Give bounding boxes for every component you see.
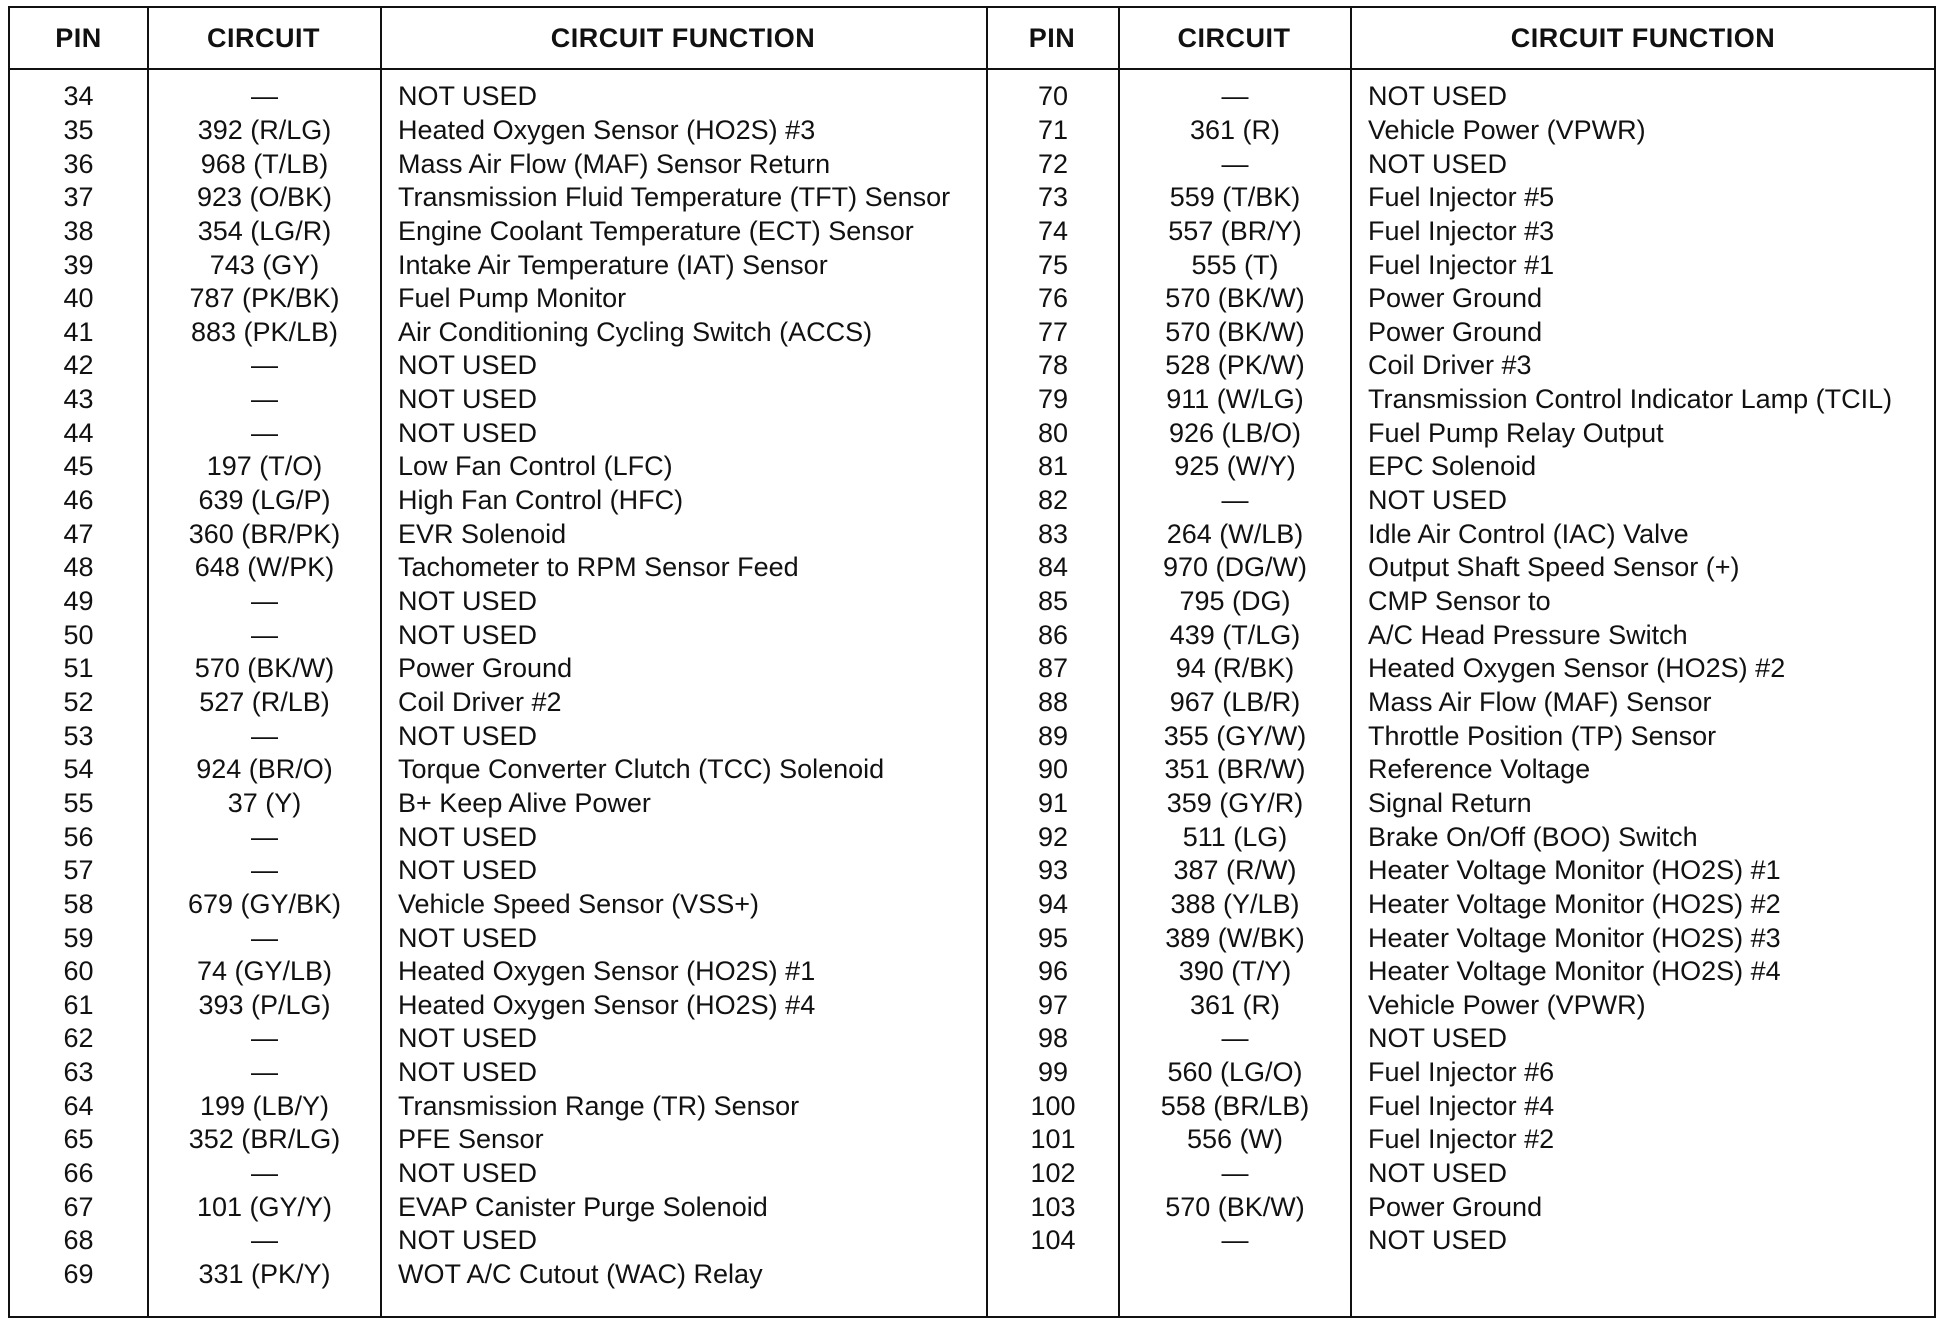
circuit-cell: 926 (LB/O) bbox=[1168, 417, 1302, 448]
circuit-cell: 387 (R/W) bbox=[1173, 855, 1297, 886]
function-cell: Power Ground bbox=[1368, 316, 1543, 347]
function-cell: PFE Sensor bbox=[398, 1124, 544, 1155]
pin-cell: 104 bbox=[1030, 1225, 1076, 1256]
circuit-cell: 555 (T) bbox=[1191, 249, 1279, 280]
circuit-cell: — bbox=[251, 1158, 278, 1189]
pin-cell: 78 bbox=[1037, 350, 1069, 381]
pin-cell: 38 bbox=[63, 215, 94, 246]
pin-cell: 98 bbox=[1037, 1023, 1069, 1054]
pin-cell: 85 bbox=[1037, 586, 1069, 617]
table-row bbox=[10, 417, 1936, 451]
header-circuit-left: CIRCUIT bbox=[207, 22, 320, 53]
pin-cell: 101 bbox=[1030, 1124, 1076, 1155]
function-cell: Heated Oxygen Sensor (HO2S) #2 bbox=[1368, 653, 1786, 684]
pin-cell: 64 bbox=[63, 1090, 94, 1121]
circuit-cell: 359 (GY/R) bbox=[1166, 787, 1304, 818]
circuit-cell: 558 (BR/LB) bbox=[1160, 1090, 1310, 1121]
header-circuit-right: CIRCUIT bbox=[1177, 22, 1291, 53]
function-cell: Heater Voltage Monitor (HO2S) #3 bbox=[1368, 922, 1781, 953]
header-pin-left: PIN bbox=[55, 22, 102, 53]
function-cell: NOT USED bbox=[1368, 1225, 1508, 1256]
circuit-cell: 967 (LB/R) bbox=[1169, 686, 1301, 717]
circuit-cell: 388 (Y/LB) bbox=[1170, 888, 1300, 919]
function-cell: Fuel Injector #2 bbox=[1368, 1124, 1555, 1155]
function-cell: EVR Solenoid bbox=[398, 518, 567, 549]
circuit-cell: 101 (GY/Y) bbox=[196, 1191, 333, 1222]
circuit-cell: 570 (BK/W) bbox=[1165, 283, 1305, 314]
pin-cell: 62 bbox=[63, 1023, 94, 1054]
pin-cell: 93 bbox=[1037, 855, 1069, 886]
circuit-cell: 923 (O/BK) bbox=[196, 182, 333, 213]
pin-cell: 60 bbox=[63, 956, 94, 987]
function-cell: Vehicle Speed Sensor (VSS+) bbox=[398, 888, 759, 919]
table-row bbox=[10, 854, 1936, 888]
pin-cell: 53 bbox=[63, 720, 94, 751]
table-row bbox=[10, 383, 1936, 417]
function-cell: NOT USED bbox=[1368, 1158, 1508, 1189]
circuit-cell: — bbox=[251, 855, 278, 886]
pin-cell: 37 bbox=[63, 182, 94, 213]
circuit-cell: — bbox=[251, 922, 278, 953]
circuit-cell: 570 (BK/W) bbox=[1165, 316, 1305, 347]
header-function-left: CIRCUIT FUNCTION bbox=[550, 22, 816, 53]
pin-cell: 51 bbox=[63, 653, 94, 684]
circuit-cell: 743 (GY) bbox=[209, 249, 320, 280]
function-cell: Brake On/Off (BOO) Switch bbox=[1368, 821, 1698, 852]
circuit-cell: 392 (R/LG) bbox=[197, 114, 332, 145]
function-cell: NOT USED bbox=[398, 350, 538, 381]
function-cell: NOT USED bbox=[398, 586, 538, 617]
function-cell: NOT USED bbox=[398, 384, 538, 415]
circuit-cell: 559 (T/BK) bbox=[1169, 182, 1301, 213]
pin-cell: 83 bbox=[1037, 518, 1069, 549]
pin-cell: 92 bbox=[1037, 821, 1069, 852]
pin-cell: 103 bbox=[1030, 1191, 1076, 1222]
circuit-cell: 556 (W) bbox=[1186, 1124, 1284, 1155]
pin-cell: 56 bbox=[63, 821, 94, 852]
table-row bbox=[10, 1022, 1936, 1056]
pin-cell: 49 bbox=[63, 586, 94, 617]
function-cell: Heated Oxygen Sensor (HO2S) #4 bbox=[398, 989, 816, 1020]
pin-cell: 77 bbox=[1037, 316, 1069, 347]
circuit-cell: — bbox=[251, 81, 278, 112]
circuit-cell: 94 (R/BK) bbox=[1175, 653, 1295, 684]
function-cell: Power Ground bbox=[1368, 283, 1543, 314]
header-pin-right: PIN bbox=[1028, 22, 1076, 53]
circuit-cell: 37 (Y) bbox=[227, 787, 302, 818]
circuit-cell: 970 (DG/W) bbox=[1162, 552, 1308, 583]
pin-cell: 80 bbox=[1037, 417, 1069, 448]
pin-table bbox=[8, 6, 1936, 1318]
function-cell: Intake Air Temperature (IAT) Sensor bbox=[398, 249, 828, 280]
function-cell: Fuel Injector #3 bbox=[1368, 215, 1555, 246]
function-cell: NOT USED bbox=[1368, 81, 1508, 112]
table-row bbox=[10, 215, 1936, 249]
circuit-cell: 648 (W/PK) bbox=[194, 552, 335, 583]
function-cell: High Fan Control (HFC) bbox=[398, 485, 684, 516]
function-cell: EPC Solenoid bbox=[1368, 451, 1537, 482]
pin-cell: 61 bbox=[63, 989, 94, 1020]
circuit-cell: 511 (LG) bbox=[1182, 821, 1288, 852]
table-row bbox=[10, 652, 1936, 686]
pin-cell: 82 bbox=[1037, 485, 1069, 516]
circuit-cell: — bbox=[251, 720, 278, 751]
table-row bbox=[10, 1056, 1936, 1090]
table-row bbox=[10, 1123, 1936, 1157]
table-row bbox=[10, 585, 1936, 619]
pin-cell: 89 bbox=[1037, 720, 1069, 751]
function-cell: NOT USED bbox=[398, 720, 538, 751]
pin-cell: 100 bbox=[1030, 1090, 1076, 1121]
header-divider bbox=[10, 68, 1934, 70]
table-row bbox=[10, 248, 1936, 282]
pin-cell: 59 bbox=[63, 922, 94, 953]
circuit-cell: 639 (LG/P) bbox=[198, 485, 331, 516]
circuit-cell: 264 (W/LB) bbox=[1166, 518, 1304, 549]
table-row bbox=[10, 114, 1936, 148]
table-row bbox=[10, 147, 1936, 181]
circuit-cell: — bbox=[1221, 1158, 1249, 1189]
function-cell: A/C Head Pressure Switch bbox=[1368, 619, 1688, 650]
table-row bbox=[10, 989, 1936, 1023]
function-cell: NOT USED bbox=[398, 1057, 538, 1088]
pin-cell: 86 bbox=[1037, 619, 1069, 650]
pin-cell: 69 bbox=[63, 1259, 94, 1290]
circuit-cell: 331 (PK/Y) bbox=[198, 1259, 331, 1290]
circuit-cell: 393 (P/LG) bbox=[198, 989, 331, 1020]
table-row bbox=[10, 1224, 1936, 1258]
function-cell: Signal Return bbox=[1368, 787, 1532, 818]
circuit-cell: 361 (R) bbox=[1189, 114, 1281, 145]
function-cell: Transmission Fluid Temperature (TFT) Sensor bbox=[398, 182, 951, 213]
function-cell: Coil Driver #2 bbox=[398, 686, 562, 717]
pin-cell: 44 bbox=[63, 417, 94, 448]
circuit-cell: 557 (BR/Y) bbox=[1168, 215, 1302, 246]
function-cell: Heated Oxygen Sensor (HO2S) #3 bbox=[398, 114, 816, 145]
function-cell: NOT USED bbox=[398, 81, 538, 112]
function-cell: NOT USED bbox=[398, 821, 538, 852]
table-row bbox=[10, 80, 1936, 114]
circuit-cell: — bbox=[1221, 148, 1249, 179]
pin-cell: 70 bbox=[1037, 81, 1069, 112]
circuit-cell: — bbox=[1221, 1225, 1249, 1256]
pin-cell: 47 bbox=[63, 518, 94, 549]
table-row bbox=[10, 517, 1936, 551]
circuit-cell: 968 (T/LB) bbox=[200, 148, 329, 179]
pin-cell: 48 bbox=[63, 552, 94, 583]
pin-cell: 91 bbox=[1037, 787, 1069, 818]
function-cell: NOT USED bbox=[398, 1225, 538, 1256]
circuit-cell: 389 (W/BK) bbox=[1165, 922, 1305, 953]
circuit-cell: — bbox=[251, 586, 278, 617]
circuit-cell: 679 (GY/BK) bbox=[187, 888, 342, 919]
table-row bbox=[10, 316, 1936, 350]
table-row bbox=[10, 686, 1936, 720]
pin-cell: 57 bbox=[63, 855, 94, 886]
function-cell: Mass Air Flow (MAF) Sensor Return bbox=[398, 148, 831, 179]
pin-cell: 81 bbox=[1037, 451, 1069, 482]
table-row bbox=[10, 1190, 1936, 1224]
function-cell: Fuel Injector #5 bbox=[1368, 182, 1555, 213]
function-cell: NOT USED bbox=[1368, 1023, 1508, 1054]
circuit-cell: 883 (PK/LB) bbox=[190, 316, 339, 347]
function-cell: NOT USED bbox=[398, 922, 538, 953]
function-cell: Mass Air Flow (MAF) Sensor bbox=[1368, 686, 1712, 717]
pin-cell: 75 bbox=[1037, 249, 1069, 280]
table-row bbox=[10, 618, 1936, 652]
function-cell: Coil Driver #3 bbox=[1368, 350, 1532, 381]
circuit-cell: — bbox=[1221, 1023, 1249, 1054]
pin-cell: 68 bbox=[63, 1225, 94, 1256]
pin-cell: 96 bbox=[1037, 956, 1069, 987]
function-cell: Fuel Pump Monitor bbox=[398, 283, 627, 314]
function-cell: Reference Voltage bbox=[1368, 754, 1591, 785]
table-row bbox=[10, 1090, 1936, 1124]
circuit-cell: 390 (T/Y) bbox=[1178, 956, 1292, 987]
circuit-cell: 361 (R) bbox=[1189, 989, 1281, 1020]
circuit-cell: — bbox=[251, 619, 278, 650]
circuit-cell: — bbox=[251, 384, 278, 415]
table-row bbox=[10, 551, 1936, 585]
circuit-cell: — bbox=[251, 417, 278, 448]
table-row bbox=[10, 1258, 1936, 1292]
pin-cell: 45 bbox=[63, 451, 94, 482]
function-cell: Heater Voltage Monitor (HO2S) #1 bbox=[1368, 855, 1781, 886]
function-cell: CMP Sensor to bbox=[1368, 586, 1551, 617]
pin-cell: 40 bbox=[63, 283, 94, 314]
pin-cell: 54 bbox=[63, 754, 94, 785]
table-row bbox=[10, 955, 1936, 989]
function-cell: EVAP Canister Purge Solenoid bbox=[398, 1191, 768, 1222]
function-cell: NOT USED bbox=[398, 855, 538, 886]
table-row bbox=[10, 753, 1936, 787]
function-cell: Fuel Injector #1 bbox=[1368, 249, 1555, 280]
circuit-cell: 439 (T/LG) bbox=[1169, 619, 1301, 650]
pin-cell: 42 bbox=[63, 350, 94, 381]
circuit-cell: — bbox=[1221, 81, 1249, 112]
pin-cell: 72 bbox=[1037, 148, 1069, 179]
table-row bbox=[10, 1157, 1936, 1191]
table-row bbox=[10, 282, 1936, 316]
circuit-cell: 74 (GY/LB) bbox=[196, 956, 333, 987]
function-cell: NOT USED bbox=[398, 1023, 538, 1054]
pin-cell: 87 bbox=[1037, 653, 1069, 684]
function-cell: NOT USED bbox=[398, 619, 538, 650]
pin-cell: 43 bbox=[63, 384, 94, 415]
table-row bbox=[10, 719, 1936, 753]
function-cell: B+ Keep Alive Power bbox=[398, 787, 651, 818]
pin-cell: 95 bbox=[1037, 922, 1069, 953]
table-row bbox=[10, 450, 1936, 484]
pin-cell: 90 bbox=[1037, 754, 1069, 785]
circuit-cell: 570 (BK/W) bbox=[194, 653, 335, 684]
circuit-cell: 795 (DG) bbox=[1179, 586, 1291, 617]
function-cell: NOT USED bbox=[398, 1158, 538, 1189]
circuit-cell: 354 (LG/R) bbox=[197, 215, 332, 246]
circuit-cell: 360 (BR/PK) bbox=[188, 518, 341, 549]
pin-cell: 63 bbox=[63, 1057, 94, 1088]
function-cell: Throttle Position (TP) Sensor bbox=[1368, 720, 1717, 751]
pin-cell: 39 bbox=[63, 249, 94, 280]
pin-cell: 46 bbox=[63, 485, 94, 516]
pin-cell: 71 bbox=[1037, 114, 1069, 145]
function-cell: NOT USED bbox=[1368, 485, 1508, 516]
table-row bbox=[10, 181, 1936, 215]
pin-cell: 74 bbox=[1037, 215, 1069, 246]
pin-cell: 67 bbox=[63, 1191, 94, 1222]
function-cell: Low Fan Control (LFC) bbox=[398, 451, 673, 482]
function-cell: WOT A/C Cutout (WAC) Relay bbox=[398, 1259, 763, 1290]
pin-cell: 99 bbox=[1037, 1057, 1069, 1088]
function-cell: NOT USED bbox=[1368, 148, 1508, 179]
function-cell: Power Ground bbox=[398, 653, 573, 684]
function-cell: Air Conditioning Cycling Switch (ACCS) bbox=[398, 316, 873, 347]
circuit-cell: — bbox=[251, 1023, 278, 1054]
circuit-cell: 199 (LB/Y) bbox=[199, 1090, 330, 1121]
function-cell: Heater Voltage Monitor (HO2S) #2 bbox=[1368, 888, 1781, 919]
table-row bbox=[10, 921, 1936, 955]
function-cell: Fuel Pump Relay Output bbox=[1368, 417, 1664, 448]
pin-cell: 34 bbox=[63, 81, 94, 112]
table-row bbox=[10, 787, 1936, 821]
circuit-cell: — bbox=[251, 1225, 278, 1256]
function-cell: Idle Air Control (IAC) Valve bbox=[1368, 518, 1689, 549]
function-cell: Fuel Injector #4 bbox=[1368, 1090, 1555, 1121]
circuit-cell: — bbox=[1221, 485, 1249, 516]
table-row bbox=[10, 349, 1936, 383]
circuit-cell: 351 (BR/W) bbox=[1164, 754, 1306, 785]
pin-cell: 41 bbox=[63, 316, 94, 347]
table-row bbox=[10, 888, 1936, 922]
function-cell: Torque Converter Clutch (TCC) Solenoid bbox=[398, 754, 885, 785]
circuit-cell: 925 (W/Y) bbox=[1174, 451, 1296, 482]
pin-cell: 65 bbox=[63, 1124, 94, 1155]
table-row bbox=[10, 484, 1936, 518]
table-row bbox=[10, 820, 1936, 854]
circuit-cell: 528 (PK/W) bbox=[1165, 350, 1305, 381]
pin-cell: 50 bbox=[63, 619, 94, 650]
pin-cell: 79 bbox=[1037, 384, 1069, 415]
circuit-cell: 787 (PK/BK) bbox=[189, 283, 340, 314]
circuit-cell: 570 (BK/W) bbox=[1165, 1191, 1305, 1222]
function-cell: Heater Voltage Monitor (HO2S) #4 bbox=[1368, 956, 1781, 987]
circuit-cell: 352 (BR/LG) bbox=[188, 1124, 341, 1155]
pin-cell: 73 bbox=[1037, 182, 1069, 213]
circuit-cell: — bbox=[251, 1057, 278, 1088]
circuit-cell: — bbox=[251, 821, 278, 852]
function-cell: NOT USED bbox=[398, 417, 538, 448]
circuit-cell: 924 (BR/O) bbox=[196, 754, 333, 785]
circuit-cell: 560 (LG/O) bbox=[1167, 1057, 1303, 1088]
circuit-cell: 355 (GY/W) bbox=[1163, 720, 1307, 751]
function-cell: Fuel Injector #6 bbox=[1368, 1057, 1555, 1088]
function-cell: Vehicle Power (VPWR) bbox=[1368, 114, 1646, 145]
pin-cell: 97 bbox=[1037, 989, 1069, 1020]
circuit-cell: — bbox=[251, 350, 278, 381]
pin-cell: 55 bbox=[63, 787, 94, 818]
function-cell: Tachometer to RPM Sensor Feed bbox=[398, 552, 799, 583]
pin-cell: 52 bbox=[63, 686, 94, 717]
function-cell: Vehicle Power (VPWR) bbox=[1368, 989, 1646, 1020]
pin-cell: 88 bbox=[1037, 686, 1069, 717]
function-cell: Power Ground bbox=[1368, 1191, 1543, 1222]
function-cell: Heated Oxygen Sensor (HO2S) #1 bbox=[398, 956, 816, 987]
pin-cell: 84 bbox=[1037, 552, 1069, 583]
pin-cell: 66 bbox=[63, 1158, 94, 1189]
pin-cell: 102 bbox=[1030, 1158, 1076, 1189]
function-cell: Engine Coolant Temperature (ECT) Sensor bbox=[398, 215, 914, 246]
pin-cell: 36 bbox=[63, 148, 94, 179]
pin-cell: 35 bbox=[63, 114, 94, 145]
circuit-cell: 527 (R/LB) bbox=[199, 686, 330, 717]
circuit-cell: 911 (W/LG) bbox=[1166, 384, 1304, 415]
function-cell: Transmission Control Indicator Lamp (TCIL) bbox=[1368, 384, 1893, 415]
header-function-right: CIRCUIT FUNCTION bbox=[1510, 22, 1776, 53]
function-cell: Transmission Range (TR) Sensor bbox=[398, 1090, 800, 1121]
pin-cell: 94 bbox=[1037, 888, 1069, 919]
function-cell: Output Shaft Speed Sensor (+) bbox=[1368, 552, 1740, 583]
pin-cell: 58 bbox=[63, 888, 94, 919]
pin-cell: 76 bbox=[1037, 283, 1069, 314]
circuit-cell: 197 (T/O) bbox=[206, 451, 323, 482]
